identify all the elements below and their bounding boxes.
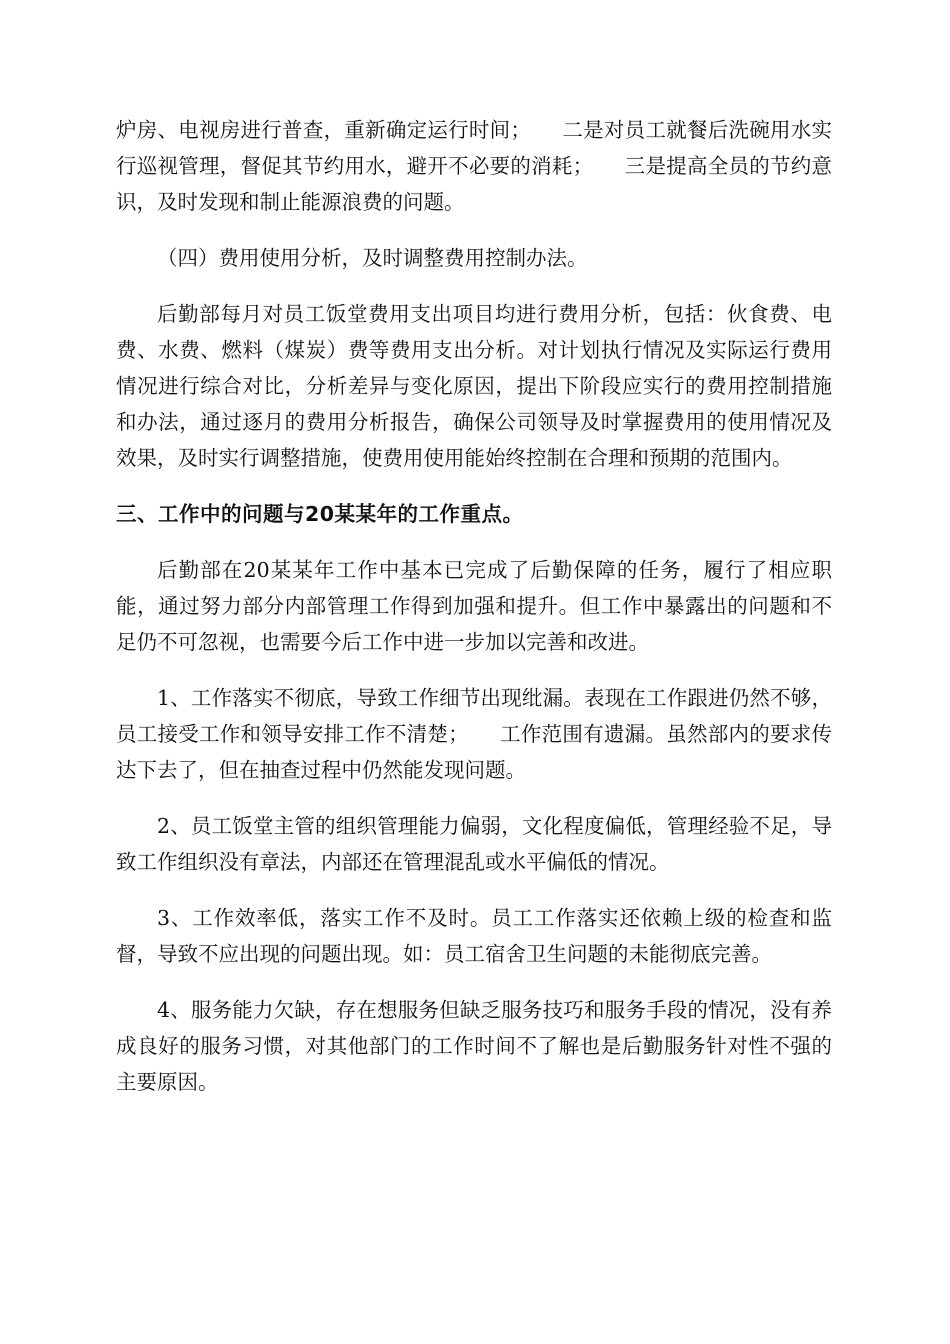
- paragraph-energy-saving-continued: 炉房、电视房进行普查，重新确定运行时间； 二是对员工就餐后洗碗用水实行巡视管理，督促其节约用水，避开不必要的消耗； 三是提高全员的节约意识，及时发现和制止能源浪费的问题。: [116, 118, 832, 214]
- list-item-problem-2: 2、员工饭堂主管的组织管理能力偏弱，文化程度偏低，管理经验不足，导致工作组织没有章法，内部还在管理混乱或水平偏低的情况。: [116, 814, 832, 874]
- list-item-problem-3: 3、工作效率低，落实工作不及时。员工工作落实还依赖上级的检查和监督，导致不应出现的问题出现。如：员工宿舍卫生问题的未能彻底完善。: [116, 906, 832, 966]
- document-page: [116, 112, 832, 1120]
- paragraph-cost-analysis: 后勤部每月对员工饭堂费用支出项目均进行费用分析，包括：伙食费、电费、水费、燃料（煤炭）费等费用支出分析。对计划执行情况及实际运行费用情况进行综合对比，分析差异与变化原因，提出下阶段应实行的费用控制措施和办法，通过逐月的费用分析报告，确保公司领导及时掌握费用的使用情况及效果，及时实行调整措施，使费用使用能始终控制在合理和预期的范围内。: [116, 302, 832, 470]
- paragraph-problems-intro: 后勤部在20某某年工作中基本已完成了后勤保障的任务，履行了相应职能，通过努力部分内部管理工作得到加强和提升。但工作中暴露出的问题和不足仍不可忽视，也需要今后工作中进一步加以完善和改进。: [116, 558, 832, 654]
- list-item-problem-1: 1、工作落实不彻底，导致工作细节出现纰漏。表现在工作跟进仍然不够，员工接受工作和领导安排工作不清楚； 工作范围有遗漏。虽然部内的要求传达下去了，但在抽查过程中仍然能发现问题。: [116, 686, 832, 782]
- subheading-cost-analysis: （四）费用使用分析，及时调整费用控制办法。: [157, 246, 588, 270]
- list-item-problem-4: 4、服务能力欠缺，存在想服务但缺乏服务技巧和服务手段的情况，没有养成良好的服务习惯，对其他部门的工作时间不了解也是后勤服务针对性不强的主要原因。: [116, 998, 832, 1094]
- section-heading-problems: 三、工作中的问题与20某某年的工作重点。: [116, 502, 524, 526]
